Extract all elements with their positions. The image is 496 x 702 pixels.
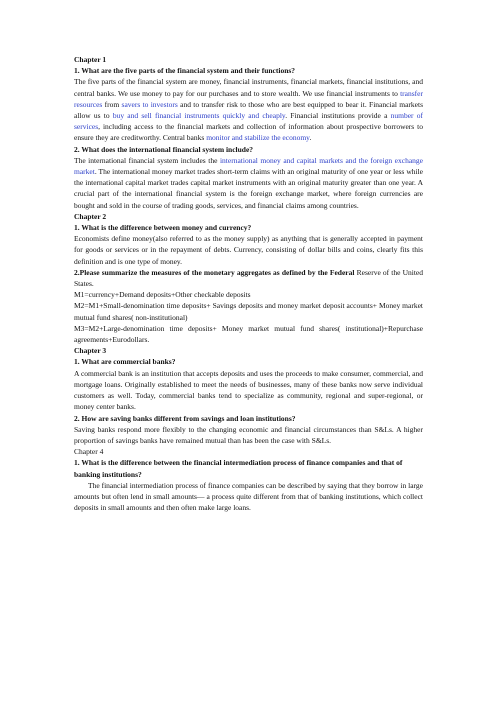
document-page — [74, 54, 423, 513]
ch1-question-2: 2. What does the international financial system include? — [74, 144, 254, 154]
text-run: . The international money market trades short-term claims with an original maturity of one year or less while the international capital market trades capital market instruments with an original maturity greater than one year. A crucial part of the international financial system is the foreign exchange market, where foreign currencies are bought and sold in the course of trading goods, services, and financial claims among countries. — [74, 167, 423, 210]
text-run: . Financial institutions provide a — [285, 111, 391, 121]
text-run: The international financial system includes the — [74, 155, 220, 165]
m2-definition: M2=M1+Small-denomination time deposits+ Savings deposits and money market deposit accounts+ Money market mutual fund shares( non-institutional) — [74, 301, 423, 322]
ch1-answer-2 — [74, 155, 423, 211]
ch2-question-2 — [74, 267, 423, 289]
question-text-rest: Reserve of the United States. — [74, 267, 423, 289]
chapter-4-heading: Chapter 4 — [74, 447, 104, 457]
ch4-answer-1: The financial intermediation process of finance companies can be described by saying that they borrow in large amounts but often lend in small amounts— a process quite different from that of banking institutions, which collect deposits in small amounts and then often make large loans. — [74, 480, 423, 513]
text-run: , including access to the financial markets and collection of information about prospective borrowers to ensure they are creditworthy. Central banks — [74, 122, 423, 143]
m3-definition: M3=M2+Large-denomination time deposits+ Money market mutual fund shares( institutional)+Repurchase agreements+Eurodollars. — [74, 323, 423, 345]
question-text: 2.Please summarize the measures of the monetary aggregates as defined by the Federal — [74, 267, 355, 277]
highlight-run: buy and sell financial instruments quickly and cheaply — [112, 111, 286, 121]
ch3-question-2: 2. How are saving banks different from savings and loan institutions? — [74, 413, 296, 423]
highlight-run: number of services — [74, 111, 423, 132]
text-run: and to transfer risk to those who are best equipped to bear it. Financial markets allow us to — [74, 99, 423, 121]
ch4-question-1: 1. What is the difference between the financial intermediation process of finance companies and that of banking institutions? — [74, 458, 403, 479]
chapter-2-heading: Chapter 2 — [74, 211, 107, 221]
m1-definition: M1=currency+Demand deposits+Other checkable deposits — [74, 290, 251, 300]
ch1-question-1: 1. What are the five parts of the financial system and their functions? — [74, 66, 296, 76]
chapter-3-heading: Chapter 3 — [74, 346, 107, 356]
ch3-question-1: 1. What are commercial banks? — [74, 357, 176, 367]
text-run: from — [102, 99, 122, 109]
ch3-answer-1: A commercial bank is an institution that accepts deposits and uses the proceeds to make consumer, commercial, and mortgage loans. Originally established to meet the needs of businesses, many of these banks now serve individual customers as well. Today, commercial banks tend to specialize as community, regional and super-regional, or money center banks. — [74, 368, 423, 412]
ch2-question-1: 1. What is the difference between money and currency? — [74, 223, 252, 233]
ch2-answer-1: Economists define money(also referred to as the money supply) as anything that is generally accepted in payment for goods or services or in the repayment of debts. Currency, consisting of dollar bills and coins, clearly fits this definition and is one type of money. — [74, 234, 423, 266]
highlight-run: monitor and stabilize the economy — [206, 133, 310, 143]
highlight-run: savers to investors — [121, 99, 178, 109]
ch3-answer-2: Saving banks respond more flexibly to the changing economic and financial circumstances than S&Ls. A higher proportion of savings banks have remained mutual than has been the case with S&Ls. — [74, 424, 423, 445]
text-run: . — [309, 133, 312, 143]
text-run: The five parts of the financial system are money, financial instruments, financial markets, financial institutions, and central banks. We use money to pay for our purchases and to store wealth. We use financial instruments to — [74, 77, 423, 98]
ch1-answer-1 — [74, 76, 423, 143]
highlight-run: transfer resources — [74, 88, 423, 109]
chapter-1-heading: Chapter 1 — [74, 55, 107, 64]
highlight-run: international money and capital markets and the foreign exchange market — [74, 155, 423, 177]
